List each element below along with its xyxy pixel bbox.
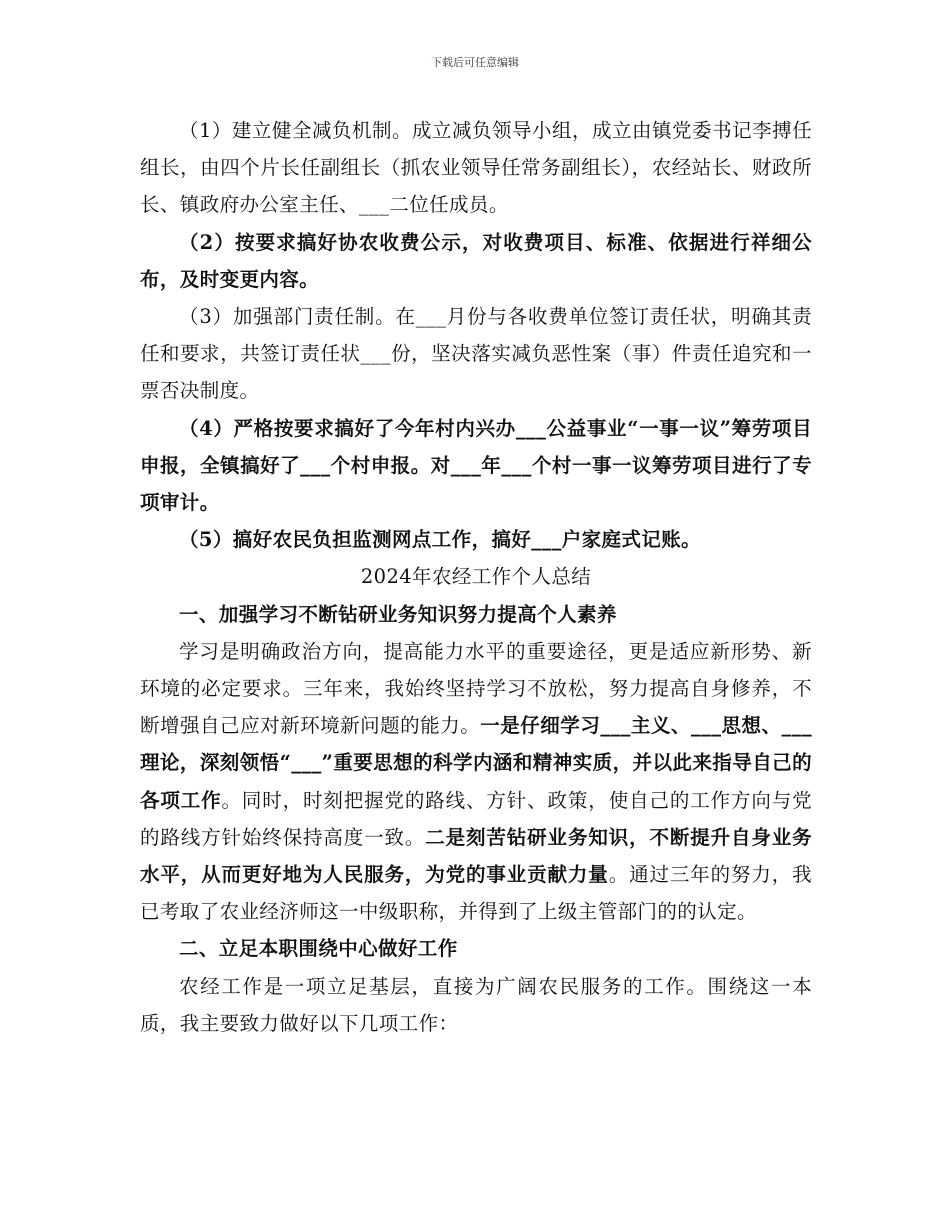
paragraph [140, 112, 812, 224]
text: 农经工作是一项立足基层，直接为广阔农民服务的工作。围绕这一本质，我主要致力做好以下几项工作： [140, 974, 812, 1035]
bold-text: 一、加强学习不断钻研业务知识努力提高个人素养 [179, 602, 617, 626]
paragraph [140, 298, 812, 410]
bold-text: 二、立足本职围绕中心做好工作 [179, 937, 458, 961]
bold-text: （2）按要求搞好协农收费公示，对收费项目、标准、依据进行祥细公布，及时变更内容。 [140, 230, 812, 291]
paragraph [140, 633, 812, 931]
section-heading [140, 596, 812, 633]
paragraph [140, 410, 812, 522]
bold-text: （4）严格按要求搞好了今年村内兴办___公益事业“一事一议”筹劳项目申报，全镇搞好了___个村申报。对___年___个村一事一议筹劳项目进行了专项审计。 [140, 416, 812, 515]
bold-text: 一是仔细学习___主义、___思想、___理论，深刻领悟“___”重要思想的科学内涵和精神实质，并以此来指导自己的各项工作 [140, 714, 812, 812]
bold-text: 二是刻苦钻研业务知识，不断提升自身业务水平，从而更好地为人民服务，为党的事业贡献力量 [140, 825, 812, 887]
text: （1）建立健全减负机制。成立减负领导小组，成立由镇党委书记李搏任组长，由四个片长任副组长（抓农业领导任常务副组长），农经站长、财政所长、镇政府办公室主任、___二位任成员。 [140, 119, 812, 217]
text: 2024年农经工作个人总结 [360, 565, 592, 589]
section-title [140, 558, 812, 595]
text: （3）加强部门责任制。在___月份与各收费单位签订责任状，明确其责任和要求，共签订责任状___份，坚决落实减负恶性案（事）件责任追究和一票否决制度。 [140, 305, 812, 403]
paragraph [140, 968, 812, 1042]
text: 。通过三年的努力，我已考取了农业经济师这一中级职称，并得到了上级主管部门的的认定。 [140, 863, 812, 924]
bold-text: （5）搞好农民负担监测网点工作，搞好___户家庭式记账。 [179, 528, 702, 552]
paragraph [140, 224, 812, 298]
paragraph [140, 521, 812, 558]
page-header: 下载后可任意编辑 [431, 56, 519, 69]
text: 学习是明确政治方向，提高能力水平的重要途径，更是适应新形势、新环境的必定要求。三年来，我始终坚持学习不放松，努力提高自身修养，不断增强自己应对新环境新问题的能力。 [140, 639, 812, 738]
section-heading [140, 930, 812, 967]
text: 。同时，时刻把握党的路线、方针、政策，使自己的工作方向与党的路线方针始终保持高度一致。 [140, 788, 812, 849]
document-body [140, 112, 812, 1042]
